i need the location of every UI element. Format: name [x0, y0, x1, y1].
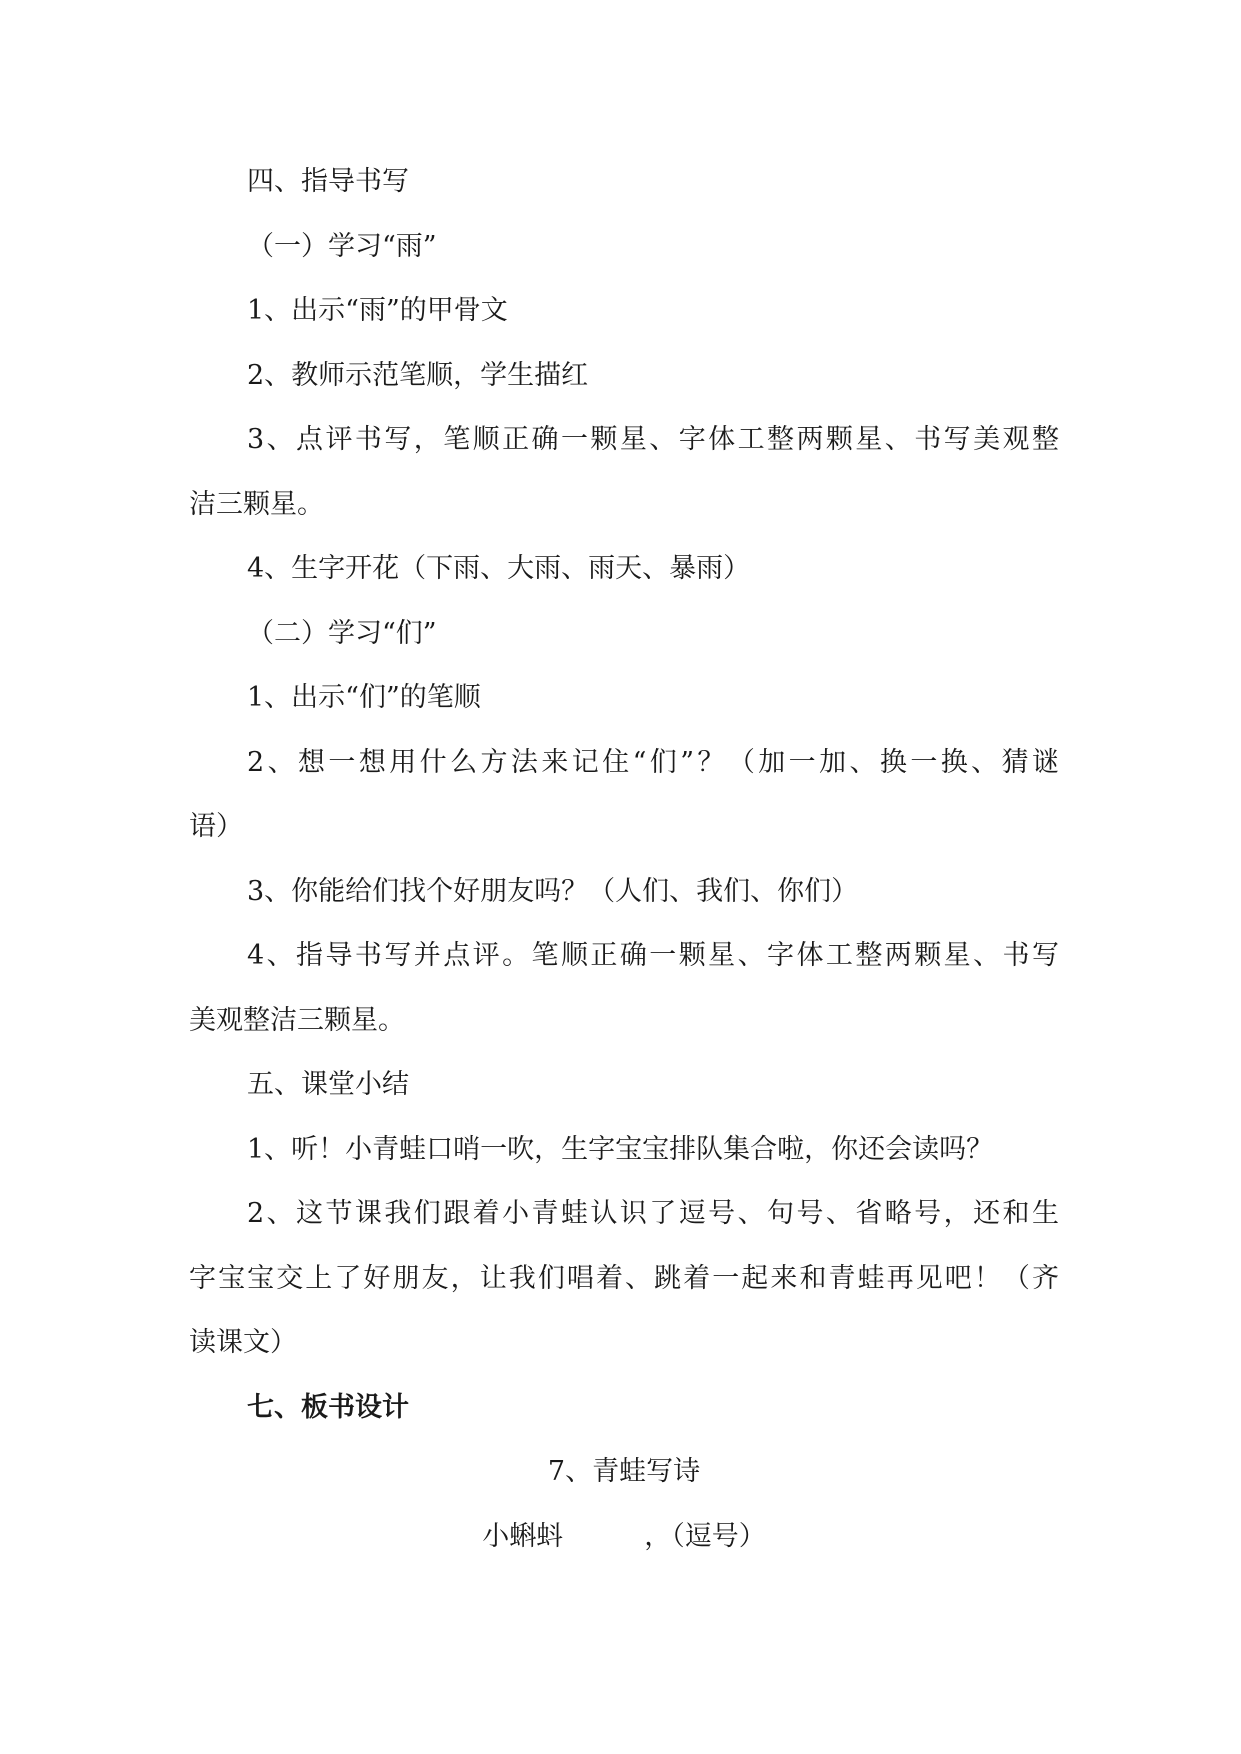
paragraph-line: 1、出示“们”的笔顺 — [247, 682, 481, 713]
board-title: 7、青蛙写诗 — [547, 1456, 701, 1487]
paragraph-line: 1、听！小青蛙口哨一吹，生字宝宝排队集合啦，你还会读吗？ — [247, 1134, 994, 1165]
paragraph-line: 读课文） — [189, 1327, 297, 1358]
paragraph-line: 字宝宝交上了好朋友，让我们唱着、跳着一起来和青蛙再见吧！（齐 — [189, 1263, 1059, 1294]
paragraph-line: 2、教师示范笔顺，学生描红 — [247, 360, 589, 391]
section-heading-board-design: 七、板书设计 — [247, 1392, 409, 1423]
paragraph-line: 洁三颗星。 — [189, 489, 324, 520]
paragraph-line: 语） — [189, 811, 243, 842]
paragraph-line: 4、生字开花（下雨、大雨、雨天、暴雨） — [247, 553, 751, 584]
section-heading-guide-writing: 四、指导书写 — [247, 166, 409, 197]
paragraph-line: 2、想一想用什么方法来记住“们”？（加一加、换一换、猜谜 — [247, 747, 1059, 778]
board-line: 小蝌蚪 ，（逗号） — [482, 1521, 766, 1552]
paragraph-line: 3、你能给们找个好朋友吗？（人们、我们、你们） — [247, 876, 859, 907]
paragraph-line: 4、指导书写并点评。笔顺正确一颗星、字体工整两颗星、书写 — [247, 940, 1059, 971]
paragraph-line: 1、出示“雨”的甲骨文 — [247, 295, 508, 326]
paragraph-line: 3、点评书写，笔顺正确一颗星、字体工整两颗星、书写美观整 — [247, 424, 1059, 455]
subheading-learn-yu: （一）学习“雨” — [247, 231, 437, 262]
paragraph-line: 2、这节课我们跟着小青蛙认识了逗号、句号、省略号，还和生 — [247, 1198, 1059, 1229]
paragraph-line: 美观整洁三颗星。 — [189, 1005, 405, 1036]
section-heading-class-summary: 五、课堂小结 — [247, 1069, 409, 1100]
subheading-learn-men: （二）学习“们” — [247, 618, 437, 649]
